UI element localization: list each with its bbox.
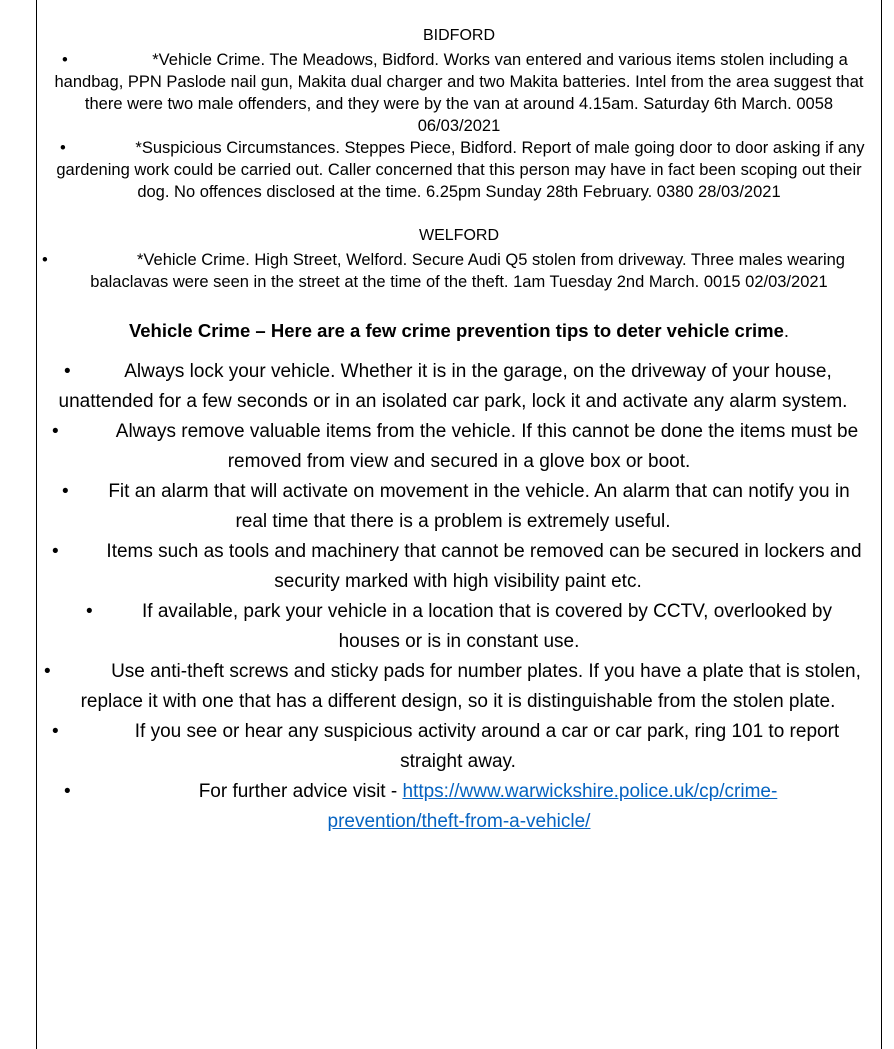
bullet-icon: • [62, 481, 69, 502]
tip-item-5 [86, 597, 832, 657]
tip-item-7-text: If you see or hear any suspicious activity around a car or car park, ring 101 to report straight away. [134, 721, 840, 772]
tip-item-6-text: Use anti-theft screws and sticky pads for number plates. If you have a plate that is stolen, replace it with one that has a different design, so it is distinguishable from the stolen plate. [80, 661, 861, 712]
tip-item-2-text: Always remove valuable items from the vehicle. If this cannot be done the items must be removed from view and secured in a glove box or boot. [115, 421, 859, 472]
bullet-icon: • [52, 541, 59, 562]
bullet-icon: • [52, 421, 59, 442]
bullet-icon: • [42, 251, 48, 269]
bidford-item-2 [42, 137, 876, 203]
advice-link-part-2[interactable]: prevention/theft-from-a-vehicle/ [327, 811, 591, 832]
bullet-icon: • [64, 781, 71, 802]
bullet-icon: • [44, 661, 51, 682]
tip-item-6 [44, 657, 872, 717]
tip-item-4-text: Items such as tools and machinery that cannot be removed can be secured in lockers and security marked with high visibility paint etc. [106, 541, 862, 592]
bidford-item-2-text: *Suspicious Circumstances. Steppes Piece, Bidford. Report of male going door to door asking if any gardening work could be carried out. Caller concerned that this person may have in fact been scoping out their dog. No offences disclosed at the time. 6.25pm Sunday 28th February. 0380 28/03/2021 [56, 139, 865, 201]
advice-link-part-1[interactable]: https://www.warwickshire.police.uk/cp/crime- [402, 781, 778, 802]
tip-item-1 [54, 357, 852, 417]
tip-advice [60, 777, 858, 837]
bidford-item-1 [42, 49, 876, 137]
bullet-icon: • [60, 139, 66, 157]
tips-title [36, 319, 882, 343]
tip-item-5-text: If available, park your vehicle in a location that is covered by CCTV, overlooked by houses or is in constant use. [142, 601, 832, 652]
bidford-heading: BIDFORD [423, 27, 495, 44]
document-body [36, 0, 882, 837]
welford-item-1 [38, 249, 880, 293]
tip-item-7 [48, 717, 868, 777]
welford-heading: WELFORD [419, 227, 499, 244]
tips-title-text: Vehicle Crime – Here are a few crime prevention tips to deter vehicle crime [128, 320, 784, 341]
bidford-item-1-text: *Vehicle Crime. The Meadows, Bidford. Works van entered and various items stolen including a handbag, PPN Paslode nail gun, Makita dual charger and two Makita batteries. Intel from the area suggest that there were two male offenders, and they were by the van at around 4.15am. Saturday 6th March. 0058 06/03/2021 [54, 51, 864, 135]
bullet-icon: • [62, 51, 68, 69]
advice-prefix: For further advice visit - [198, 781, 403, 802]
tip-item-4 [52, 537, 864, 597]
bullet-icon: • [86, 601, 93, 622]
tip-item-3 [54, 477, 852, 537]
tip-item-1-text: Always lock your vehicle. Whether it is in the garage, on the driveway of your house, unattended for a few seconds or in an isolated car park, lock it and activate any alarm system. [58, 361, 848, 412]
tips-title-period: . [783, 320, 790, 341]
bullet-icon: • [52, 721, 59, 742]
welford-item-1-text: *Vehicle Crime. High Street, Welford. Secure Audi Q5 stolen from driveway. Three males wearing balaclavas were seen in the street at the time of the theft. 1am Tuesday 2nd March. 0015 02/03/2021 [90, 251, 845, 291]
bullet-icon: • [64, 361, 71, 382]
tip-item-3-text: Fit an alarm that will activate on movement in the vehicle. An alarm that can notify you in real time that there is a problem is extremely useful. [108, 481, 850, 532]
tip-item-2 [52, 417, 866, 477]
